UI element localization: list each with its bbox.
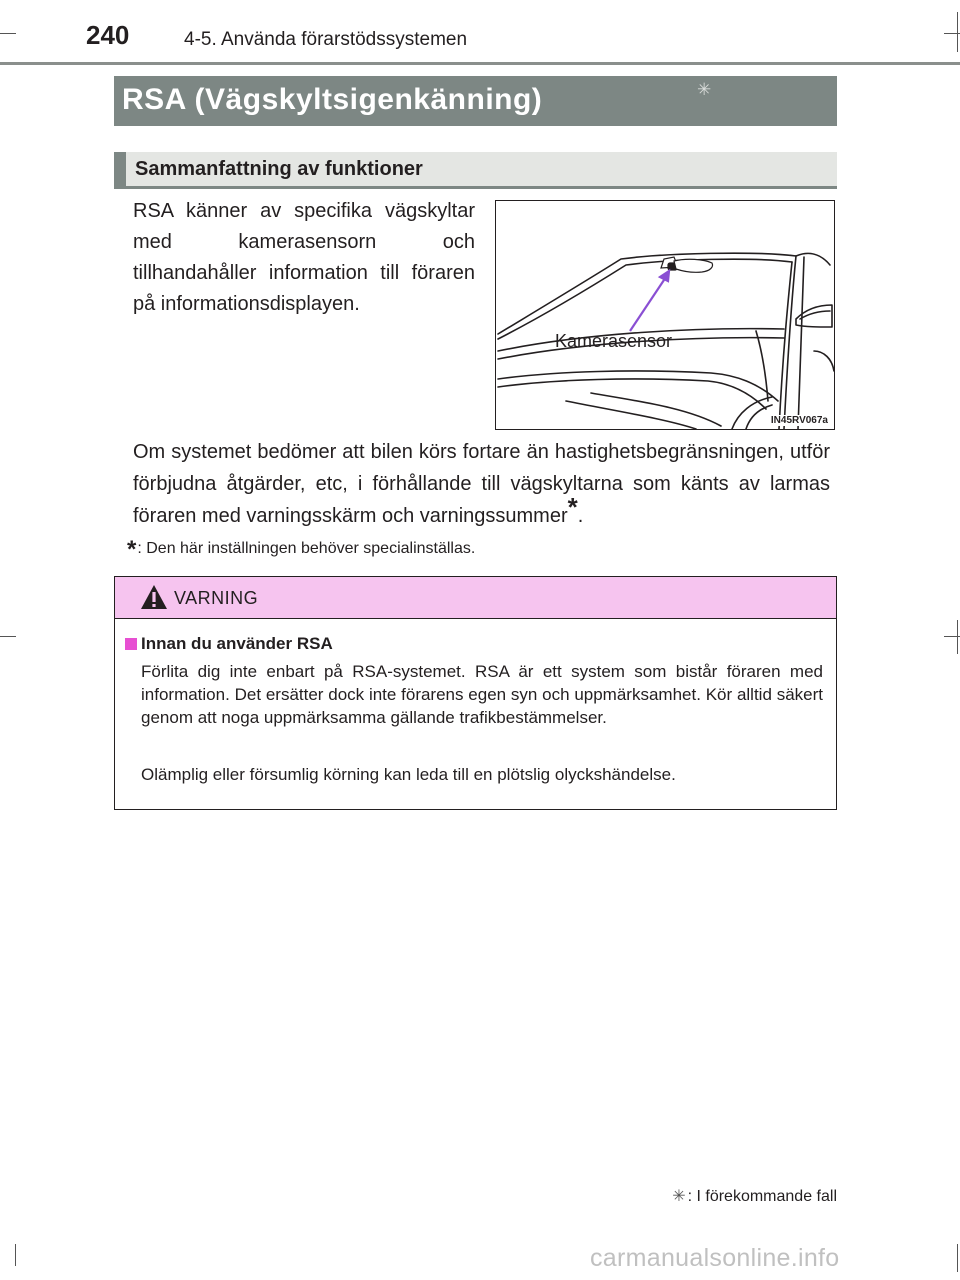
section-reference: 4-5. Använda förarstödssystemen	[184, 29, 468, 50]
bottom-footnote-text: : I förekommande fall	[687, 1188, 837, 1205]
windshield-illustration	[496, 201, 835, 430]
section-subtitle: Sammanfattning av funktioner	[135, 158, 423, 180]
paragraph-end: .	[577, 505, 584, 527]
crop-mark	[15, 1244, 16, 1266]
watermark: carmanualsonline.info	[590, 1244, 840, 1272]
page-title: RSA (Vägskyltsigenkänning)	[122, 83, 543, 116]
intro-text: RSA känner av specifika vägskyltar med kamerasensorn och tillhandahåller information till föraren på informationsdisplayen.	[133, 200, 475, 315]
main-paragraph	[133, 436, 830, 532]
paragraph-asterisk: *	[567, 492, 578, 522]
footnote-text: : Den här inställningen behöver specialinställas.	[137, 540, 476, 557]
subtitle-bar	[114, 152, 837, 189]
title-bar	[114, 76, 837, 126]
warning-header	[115, 577, 836, 619]
warning-body-second: Olämplig eller försumlig körning kan leda till en plötslig olyckshändelse.	[141, 765, 676, 784]
figure-label: Kamerasensor	[555, 331, 673, 351]
crop-mark	[0, 636, 16, 637]
crop-mark	[957, 620, 958, 654]
subtitle-accent	[114, 152, 126, 189]
main-paragraph-text: Om systemet bedömer att bilen körs fortare än hastighetsbegränsningen, utför förbjudna åtgärder, etc, i förhållande till vägskyltarna som känts av larmas föraren med varningsskärm och varningssummer	[133, 441, 830, 527]
crop-mark	[957, 1244, 958, 1272]
page-number: 240	[86, 20, 130, 50]
title-asterisk: ✳	[697, 80, 712, 99]
bottom-footnote-asterisk: ✳	[672, 1188, 686, 1205]
camera-sensor-figure	[495, 200, 835, 430]
warning-subheading: Innan du använder RSA	[141, 634, 333, 653]
footnote-asterisk: *	[127, 536, 137, 563]
bottom-footnote	[672, 1186, 837, 1206]
warning-bullet	[125, 638, 137, 650]
crop-mark	[957, 12, 958, 52]
warning-label: VARNING	[174, 588, 259, 608]
figure-code: IN45RV067a	[770, 415, 828, 426]
warning-triangle-icon	[140, 584, 168, 610]
crop-mark	[0, 33, 16, 34]
header-rule	[0, 62, 960, 65]
warning-body: Förlita dig inte enbart på RSA-systemet. RSA är ett system som bistår föraren med information. Det ersätter dock inte förarens egen syn och uppmärksamhet. Kör alltid säkert genom att noga uppmärksamma gällande trafikbestämmelser.	[141, 662, 823, 727]
footnote	[127, 532, 476, 563]
warning-box	[114, 576, 837, 810]
